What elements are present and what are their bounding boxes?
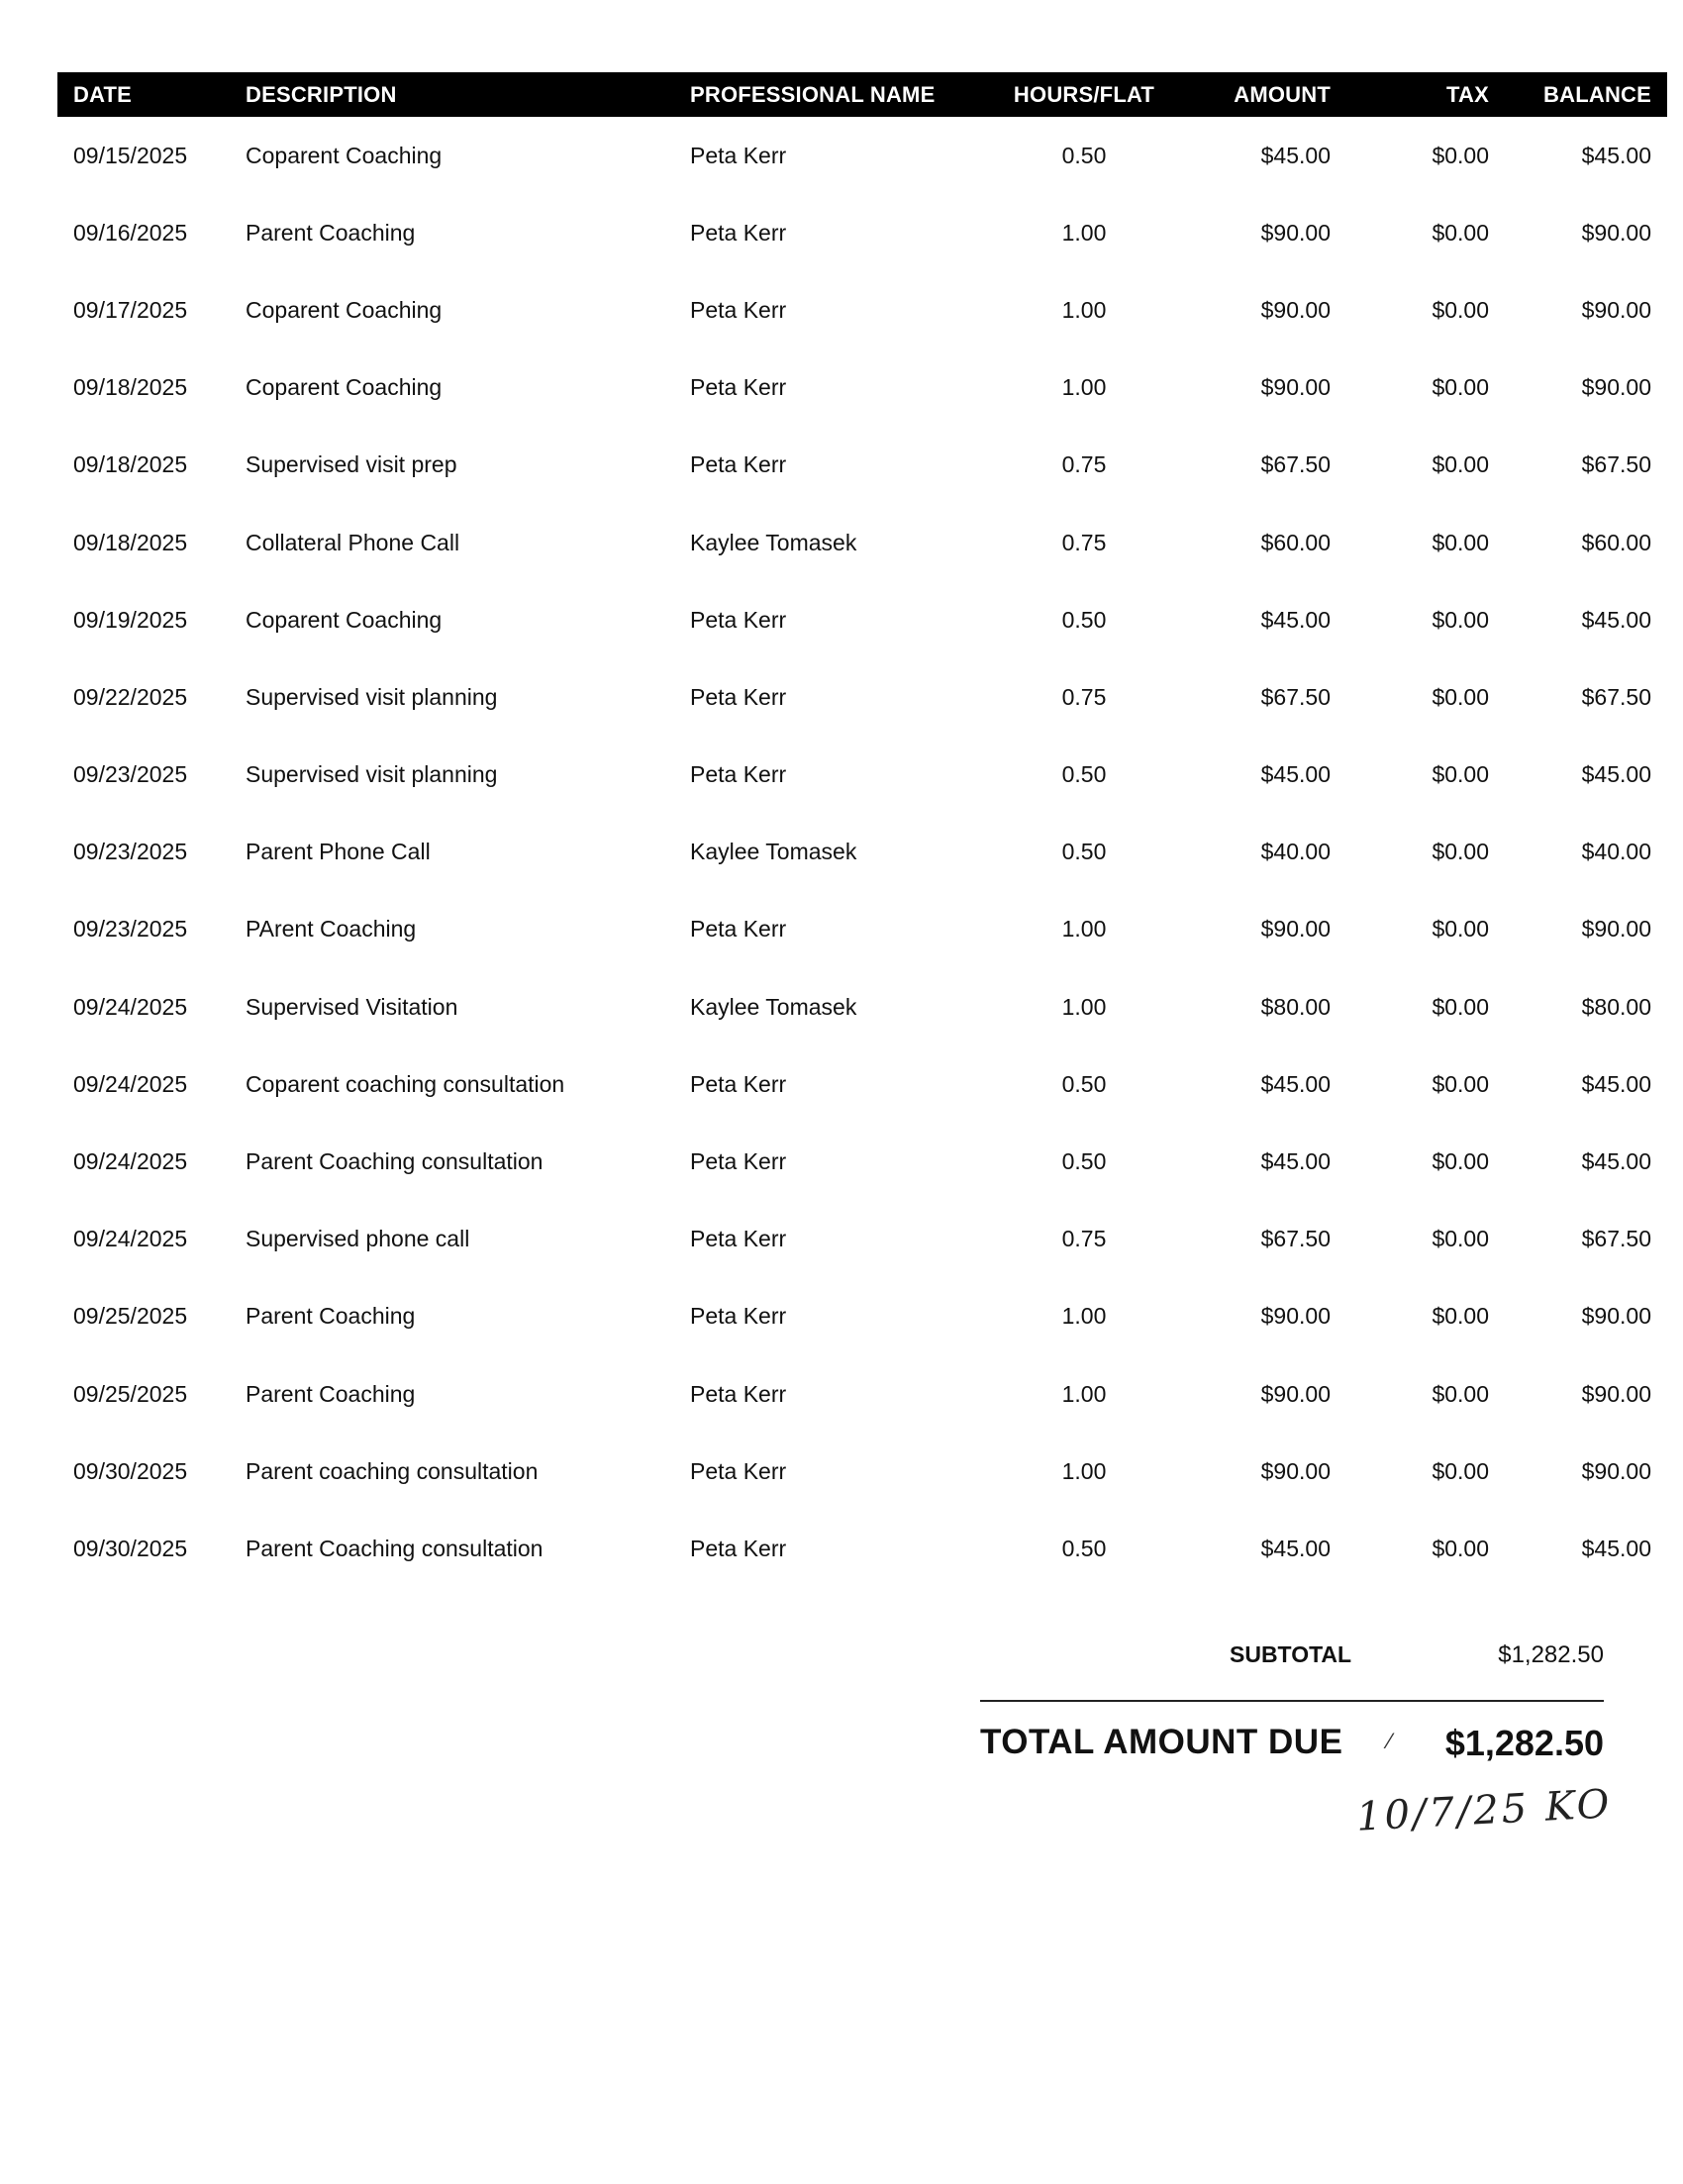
cell-balance: $67.50 bbox=[1581, 451, 1651, 478]
cell-tax: $0.00 bbox=[1432, 219, 1489, 246]
cell-balance: $90.00 bbox=[1581, 1457, 1651, 1484]
table-row bbox=[57, 504, 1667, 581]
cell-tax: $0.00 bbox=[1432, 761, 1489, 788]
cell-professional-name: Peta Kerr bbox=[690, 296, 787, 323]
cell-tax: $0.00 bbox=[1432, 993, 1489, 1020]
header-amount: AMOUNT bbox=[1176, 72, 1331, 117]
cell-professional-name: Peta Kerr bbox=[690, 761, 787, 788]
cell-professional-name: Kaylee Tomasek bbox=[690, 529, 857, 555]
cell-description: Collateral Phone Call bbox=[246, 529, 460, 555]
cell-balance: $45.00 bbox=[1581, 761, 1651, 788]
cell-description: Supervised Visitation bbox=[246, 993, 458, 1020]
cell-amount: $45.00 bbox=[1260, 1535, 1331, 1561]
cell-tax: $0.00 bbox=[1432, 1226, 1489, 1252]
cell-hours-flat: 0.50 bbox=[1061, 142, 1107, 168]
cell-amount: $67.50 bbox=[1260, 1226, 1331, 1252]
cell-date: 09/30/2025 bbox=[73, 1535, 188, 1561]
table-row bbox=[57, 658, 1667, 736]
cell-balance: $60.00 bbox=[1581, 529, 1651, 555]
header-hours-flat: HOURS/FLAT bbox=[992, 72, 1176, 117]
cell-balance: $45.00 bbox=[1581, 606, 1651, 633]
cell-date: 09/18/2025 bbox=[73, 374, 188, 401]
cell-amount: $80.00 bbox=[1260, 993, 1331, 1020]
table-row bbox=[57, 1355, 1667, 1433]
cell-balance: $90.00 bbox=[1581, 916, 1651, 943]
table-row bbox=[57, 117, 1667, 194]
cell-balance: $90.00 bbox=[1581, 219, 1651, 246]
table-row bbox=[57, 1045, 1667, 1123]
cell-date: 09/16/2025 bbox=[73, 219, 188, 246]
table-row bbox=[57, 194, 1667, 271]
cell-description: Parent Coaching bbox=[246, 219, 416, 246]
cell-hours-flat: 0.50 bbox=[1061, 606, 1107, 633]
cell-description: Parent Coaching consultation bbox=[246, 1535, 544, 1561]
handwritten-annotation: 10/7/25 KO bbox=[1354, 1781, 1614, 1840]
table-row bbox=[57, 349, 1667, 427]
invoice-line-items-table bbox=[57, 72, 1667, 1588]
cell-tax: $0.00 bbox=[1432, 1148, 1489, 1175]
cell-description: Parent Coaching consultation bbox=[246, 1148, 544, 1175]
cell-professional-name: Peta Kerr bbox=[690, 916, 787, 943]
summary-divider bbox=[980, 1700, 1604, 1702]
cell-professional-name: Kaylee Tomasek bbox=[690, 839, 857, 865]
cell-balance: $45.00 bbox=[1581, 1070, 1651, 1097]
cell-tax: $0.00 bbox=[1432, 839, 1489, 865]
cell-professional-name: Peta Kerr bbox=[690, 374, 787, 401]
cell-description: Coparent Coaching bbox=[246, 142, 443, 168]
cell-tax: $0.00 bbox=[1432, 296, 1489, 323]
cell-tax: $0.00 bbox=[1432, 683, 1489, 710]
cell-professional-name: Peta Kerr bbox=[690, 1070, 787, 1097]
cell-date: 09/24/2025 bbox=[73, 993, 188, 1020]
cell-amount: $40.00 bbox=[1260, 839, 1331, 865]
table-row bbox=[57, 968, 1667, 1045]
subtotal-label: SUBTOTAL bbox=[1230, 1641, 1352, 1667]
cell-professional-name: Peta Kerr bbox=[690, 1457, 787, 1484]
cell-hours-flat: 0.50 bbox=[1061, 761, 1107, 788]
cell-tax: $0.00 bbox=[1432, 606, 1489, 633]
header-date: DATE bbox=[57, 72, 246, 117]
cell-date: 09/30/2025 bbox=[73, 1457, 188, 1484]
cell-hours-flat: 1.00 bbox=[1061, 916, 1107, 943]
cell-hours-flat: 1.00 bbox=[1061, 993, 1107, 1020]
cell-hours-flat: 0.75 bbox=[1061, 529, 1107, 555]
header-professional-name: PROFESSIONAL NAME bbox=[690, 72, 992, 117]
cell-date: 09/24/2025 bbox=[73, 1148, 188, 1175]
table-row bbox=[57, 427, 1667, 504]
cell-description: Coparent Coaching bbox=[246, 296, 443, 323]
cell-date: 09/17/2025 bbox=[73, 296, 188, 323]
table-row bbox=[57, 737, 1667, 814]
cell-balance: $67.50 bbox=[1581, 1226, 1651, 1252]
subtotal-value: $1,282.50 bbox=[1498, 1641, 1604, 1668]
cell-professional-name: Peta Kerr bbox=[690, 451, 787, 478]
cell-date: 09/18/2025 bbox=[73, 451, 188, 478]
cell-professional-name: Peta Kerr bbox=[690, 142, 787, 168]
cell-hours-flat: 0.50 bbox=[1061, 1535, 1107, 1561]
table-row bbox=[57, 1510, 1667, 1587]
cell-date: 09/24/2025 bbox=[73, 1226, 188, 1252]
cell-hours-flat: 0.75 bbox=[1061, 451, 1107, 478]
table-header-row bbox=[57, 72, 1667, 117]
cell-date: 09/23/2025 bbox=[73, 916, 188, 943]
cell-date: 09/19/2025 bbox=[73, 606, 188, 633]
cell-balance: $40.00 bbox=[1581, 839, 1651, 865]
header-tax: TAX bbox=[1331, 72, 1489, 117]
cell-balance: $45.00 bbox=[1581, 1148, 1651, 1175]
cell-amount: $90.00 bbox=[1260, 1380, 1331, 1407]
cell-description: Coparent Coaching bbox=[246, 606, 443, 633]
cell-professional-name: Peta Kerr bbox=[690, 1226, 787, 1252]
cell-date: 09/23/2025 bbox=[73, 761, 188, 788]
cell-professional-name: Peta Kerr bbox=[690, 1303, 787, 1330]
cell-amount: $90.00 bbox=[1260, 296, 1331, 323]
cell-hours-flat: 0.50 bbox=[1061, 1070, 1107, 1097]
cell-amount: $90.00 bbox=[1260, 1303, 1331, 1330]
cell-description: Supervised visit prep bbox=[246, 451, 457, 478]
cell-amount: $90.00 bbox=[1260, 219, 1331, 246]
cell-amount: $90.00 bbox=[1260, 1457, 1331, 1484]
cell-description: Coparent coaching consultation bbox=[246, 1070, 565, 1097]
table-row bbox=[57, 271, 1667, 348]
cell-tax: $0.00 bbox=[1432, 374, 1489, 401]
cell-amount: $90.00 bbox=[1260, 916, 1331, 943]
cell-tax: $0.00 bbox=[1432, 1070, 1489, 1097]
cell-balance: $90.00 bbox=[1581, 1380, 1651, 1407]
cell-amount: $45.00 bbox=[1260, 761, 1331, 788]
cell-date: 09/18/2025 bbox=[73, 529, 188, 555]
cell-hours-flat: 1.00 bbox=[1061, 219, 1107, 246]
cell-professional-name: Peta Kerr bbox=[690, 683, 787, 710]
cell-hours-flat: 1.00 bbox=[1061, 1457, 1107, 1484]
total-amount-due-label: TOTAL AMOUNT DUE bbox=[980, 1723, 1343, 1761]
header-balance: BALANCE bbox=[1489, 72, 1667, 117]
cell-balance: $90.00 bbox=[1581, 1303, 1651, 1330]
table-row bbox=[57, 1201, 1667, 1278]
cell-description: Supervised visit planning bbox=[246, 761, 498, 788]
cell-tax: $0.00 bbox=[1432, 916, 1489, 943]
cell-balance: $90.00 bbox=[1581, 374, 1651, 401]
cell-tax: $0.00 bbox=[1432, 1303, 1489, 1330]
cell-balance: $67.50 bbox=[1581, 683, 1651, 710]
cell-amount: $45.00 bbox=[1260, 606, 1331, 633]
cell-professional-name: Peta Kerr bbox=[690, 606, 787, 633]
cell-hours-flat: 0.50 bbox=[1061, 839, 1107, 865]
cell-professional-name: Peta Kerr bbox=[690, 219, 787, 246]
cell-balance: $45.00 bbox=[1581, 142, 1651, 168]
cell-amount: $90.00 bbox=[1260, 374, 1331, 401]
cell-date: 09/23/2025 bbox=[73, 839, 188, 865]
cell-tax: $0.00 bbox=[1432, 451, 1489, 478]
cell-hours-flat: 1.00 bbox=[1061, 296, 1107, 323]
cell-hours-flat: 0.75 bbox=[1061, 1226, 1107, 1252]
cell-description: Supervised visit planning bbox=[246, 683, 498, 710]
cell-balance: $90.00 bbox=[1581, 296, 1651, 323]
cell-amount: $60.00 bbox=[1260, 529, 1331, 555]
cell-tax: $0.00 bbox=[1432, 529, 1489, 555]
total-amount-due-value: $1,282.50 bbox=[1444, 1723, 1604, 1763]
cell-tax: $0.00 bbox=[1432, 1380, 1489, 1407]
cell-date: 09/24/2025 bbox=[73, 1070, 188, 1097]
cell-date: 09/25/2025 bbox=[73, 1380, 188, 1407]
cell-hours-flat: 1.00 bbox=[1061, 374, 1107, 401]
cell-tax: $0.00 bbox=[1432, 1535, 1489, 1561]
cell-amount: $67.50 bbox=[1260, 451, 1331, 478]
table-row bbox=[57, 814, 1667, 891]
cell-balance: $80.00 bbox=[1581, 993, 1651, 1020]
cell-amount: $45.00 bbox=[1260, 142, 1331, 168]
cell-date: 09/22/2025 bbox=[73, 683, 188, 710]
cell-balance: $45.00 bbox=[1581, 1535, 1651, 1561]
cell-description: Parent coaching consultation bbox=[246, 1457, 539, 1484]
cell-description: Parent Coaching bbox=[246, 1303, 416, 1330]
table-row bbox=[57, 891, 1667, 968]
cell-description: Supervised phone call bbox=[246, 1226, 470, 1252]
cell-professional-name: Peta Kerr bbox=[690, 1535, 787, 1561]
cell-hours-flat: 1.00 bbox=[1061, 1303, 1107, 1330]
cell-professional-name: Peta Kerr bbox=[690, 1380, 787, 1407]
cell-date: 09/15/2025 bbox=[73, 142, 188, 168]
table-row bbox=[57, 1433, 1667, 1510]
cell-amount: $45.00 bbox=[1260, 1070, 1331, 1097]
cell-hours-flat: 0.75 bbox=[1061, 683, 1107, 710]
cell-professional-name: Kaylee Tomasek bbox=[690, 993, 857, 1020]
cell-tax: $0.00 bbox=[1432, 1457, 1489, 1484]
table-row bbox=[57, 581, 1667, 658]
table-body bbox=[57, 117, 1667, 1588]
cell-date: 09/25/2025 bbox=[73, 1303, 188, 1330]
cell-hours-flat: 0.50 bbox=[1061, 1148, 1107, 1175]
subtotal-row bbox=[980, 1634, 1604, 1683]
cell-description: Parent Coaching bbox=[246, 1380, 416, 1407]
table-row bbox=[57, 1278, 1667, 1355]
table-row bbox=[57, 1123, 1667, 1200]
cell-description: Coparent Coaching bbox=[246, 374, 443, 401]
cell-tax: $0.00 bbox=[1432, 142, 1489, 168]
check-mark-icon: ⁄ bbox=[1388, 1729, 1392, 1753]
cell-amount: $67.50 bbox=[1260, 683, 1331, 710]
cell-description: Parent Phone Call bbox=[246, 839, 431, 865]
cell-hours-flat: 1.00 bbox=[1061, 1380, 1107, 1407]
header-description: DESCRIPTION bbox=[246, 72, 690, 117]
invoice-summary bbox=[980, 1634, 1604, 1763]
cell-amount: $45.00 bbox=[1260, 1148, 1331, 1175]
cell-description: PArent Coaching bbox=[246, 916, 417, 943]
cell-professional-name: Peta Kerr bbox=[690, 1148, 787, 1175]
